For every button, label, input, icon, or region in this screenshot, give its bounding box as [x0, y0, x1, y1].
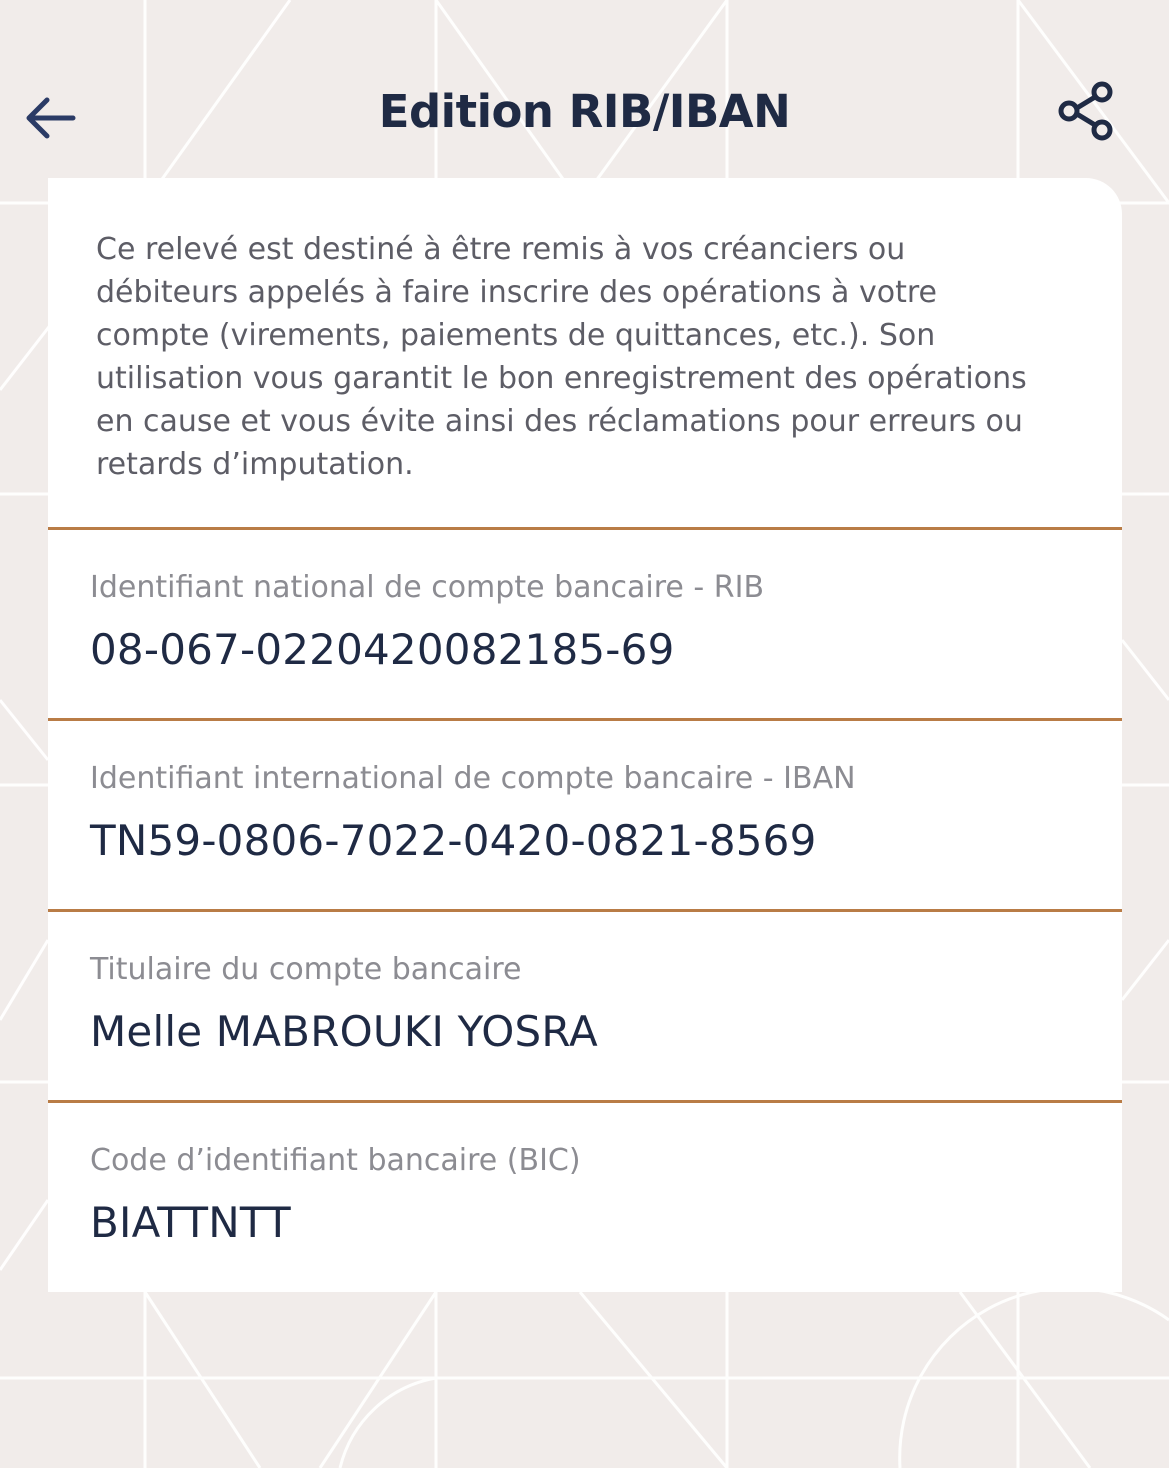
bic-value[interactable]: BIATTNTT	[90, 1198, 291, 1247]
divider	[48, 527, 1122, 530]
bic-label: Code d’identifiant bancaire (BIC)	[90, 1143, 581, 1178]
intro-text: Ce relevé est destiné à être remis à vos créanciers ou débiteurs appelés à faire inscrire des opérations à votre compte (virements, paiements de quittances, etc.). Son utilisation vous garantit le bon enregistrement des opérations en cause et vous évite ainsi des réclamations pour erreurs ou retards d’imputation.	[96, 232, 1027, 482]
iban-label: Identifiant international de compte bancaire - IBAN	[90, 761, 856, 796]
holder-field	[90, 950, 1090, 1057]
app-header	[0, 0, 1169, 178]
holder-value[interactable]: Melle MABROUKI YOSRA	[90, 1007, 598, 1056]
divider	[48, 909, 1122, 912]
page-title: Edition RIB/IBAN	[378, 85, 791, 138]
share-button[interactable]	[1052, 76, 1122, 146]
rib-card	[48, 178, 1122, 1292]
share-icon	[1057, 80, 1117, 142]
holder-label: Titulaire du compte bancaire	[90, 952, 522, 987]
rib-label: Identifiant national de compte bancaire - RIB	[90, 570, 765, 605]
rib-value[interactable]: 08-067-0220420082185-69	[90, 625, 675, 674]
divider	[48, 718, 1122, 721]
bic-field	[90, 1141, 1090, 1248]
rib-field	[90, 568, 1090, 675]
iban-field	[90, 759, 1090, 866]
iban-value[interactable]: TN59-0806-7022-0420-0821-8569	[90, 816, 817, 865]
divider	[48, 1100, 1122, 1103]
